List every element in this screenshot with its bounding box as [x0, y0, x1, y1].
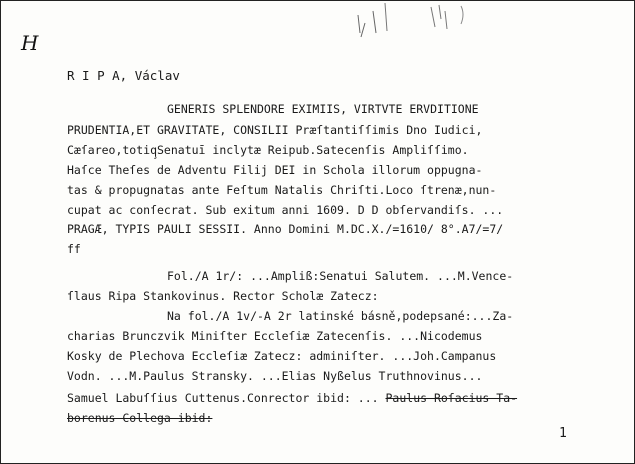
title-line-5: tas & propugnatas ante Feſtum Natalis Chriſti.Loco ſtrenæ,nun-	[67, 183, 497, 197]
title-line-2: PRUDENTIA,ET GRAVITATE, CONSILII Præſtantiſſimis Dno Iudici,	[67, 123, 483, 137]
imprint-line: PRAGÆ, TYPIS PAULI SESSII. Anno Domini M.DC.X./=1610/ 8°.A7/=7/	[67, 222, 504, 236]
fol-line-7	[67, 391, 517, 405]
fol-line-2: ſlaus Ripa Stankovinus. Rector Scholæ Zatecz:	[67, 289, 379, 303]
fol-line-1: Fol./A 1r/: ...Ampliß:Senatui Salutem. ...M.Vence-	[167, 269, 514, 283]
fol-line-4: charias Brunczvik Miniſter Eccleſiæ Zatecenſis. ...Nicodemus	[67, 329, 483, 343]
fol-line-5: Kosky de Plechova Eccleſiæ Zatecz: adminiſter. ...Joh.Campanus	[67, 349, 497, 363]
title-line-6: cupat ac conſecrat. Sub exitum anni 1609. D D obſervandiſs. ...	[67, 203, 504, 217]
record-heading: R I P A, Václav	[67, 68, 180, 83]
page-number: 1	[559, 426, 567, 441]
fol-line-6: Vodn. ...M.Paulus Stransky. ...Elias Nyßelus Truthnovinus...	[67, 369, 483, 383]
handwritten-mark: H	[21, 31, 39, 55]
scribble-marks	[1, 1, 635, 61]
fol-line-7-text: Samuel Labuſſius Cuttenus.Conrector ibid: ...	[67, 391, 379, 405]
title-line-3: Cæſareo,totiq̧Senatuī inclytæ Reipub.Satecenſis Ampliſſimo.	[67, 143, 469, 157]
title-line-1: GENERIS SPLENDORE EXIMIIS, VIRTVTE ERVDITIONE	[167, 102, 479, 116]
fol-line-3: Na fol./A 1v/-A 2r latinské básně,podepsané:...Za-	[167, 309, 514, 323]
title-line-4: Haſce Theſes de Adventu Filij DEI in Schola illorum oppugna-	[67, 163, 483, 177]
struck-text-2: borenus Collega ibid:	[67, 411, 213, 425]
struck-text-1: Paulus Roſacius Ta-	[385, 391, 518, 405]
imprint-line-ff: ff	[67, 242, 81, 256]
